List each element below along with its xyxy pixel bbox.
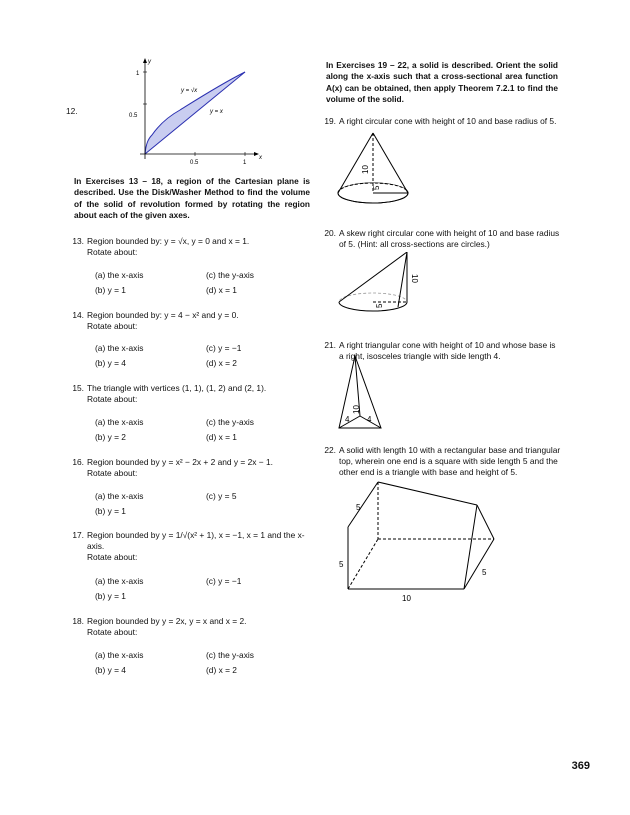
label-bottom: 10 <box>402 594 411 603</box>
label-sqrt-x: y = √x <box>181 88 198 94</box>
problem-text: Region bounded by: y = 4 − x² and y = 0. <box>87 310 239 320</box>
option-c: (c) the y-axis <box>206 417 254 427</box>
tick-x-one: 1 <box>243 160 247 166</box>
label-height: 10 <box>361 165 370 174</box>
label-right: 5 <box>482 568 487 577</box>
option-d: (d) x = 1 <box>206 285 237 295</box>
problem-13 <box>66 236 310 258</box>
problem-text: A solid with length 10 with a rectangular base and triangular top, wherein one end is a square with side length 5 and the other end is a triangle with base and height of 5. <box>339 445 561 477</box>
problem-number: 16. <box>72 457 84 467</box>
problem-text: A skew right circular cone with height of 10 and base radius of 5. (Hint: all cross-sections are circles.) <box>339 228 560 249</box>
option-d: (d) x = 2 <box>206 665 237 675</box>
rotate-label: Rotate about: <box>87 321 138 331</box>
page-number: 369 <box>571 760 590 772</box>
rotate-label: Rotate about: <box>87 247 138 257</box>
tick-y-one: 1 <box>136 71 140 77</box>
problem-18 <box>66 616 310 638</box>
tick-x-half: 0.5 <box>190 160 199 166</box>
option-a: (a) the x-axis <box>95 417 144 427</box>
label-radius: 5 <box>375 303 384 308</box>
label-y-x: y = x <box>210 109 223 115</box>
problem-number: 21. <box>324 340 336 350</box>
problem-text: Region bounded by: y = √x, y = 0 and x = 1. <box>87 236 250 246</box>
problem-20 <box>318 228 562 250</box>
label-radius: 5 <box>372 185 381 190</box>
line-y-equals-x <box>145 72 245 154</box>
rotate-label: Rotate about: <box>87 468 138 478</box>
label-left: 5 <box>339 560 344 569</box>
axis-label-x: x <box>259 155 262 161</box>
problem-19 <box>318 116 562 127</box>
problem-number: 15. <box>72 383 84 393</box>
problem-number: 12. <box>66 106 78 116</box>
rotate-label: Rotate about: <box>87 627 138 637</box>
option-b: (b) y = 1 <box>95 591 126 601</box>
problem-22 <box>318 445 562 478</box>
problem-number: 22. <box>324 445 336 455</box>
label-top: 5 <box>356 503 361 512</box>
problem-14 <box>66 310 310 332</box>
rotate-label: Rotate about: <box>87 394 138 404</box>
tick-y-half: 0.5 <box>129 113 138 119</box>
problem-17 <box>66 530 310 563</box>
option-c: (c) y = 5 <box>206 491 237 501</box>
problem-text: Region bounded by y = 2x, y = x and x = 2. <box>87 616 247 626</box>
axis-label-y: y <box>148 59 151 65</box>
problem-number: 18. <box>72 616 84 626</box>
option-a: (a) the x-axis <box>95 576 144 586</box>
option-a: (a) the x-axis <box>95 491 144 501</box>
option-d: (d) x = 1 <box>206 432 237 442</box>
exercise-12 <box>66 58 266 170</box>
option-b: (b) y = 1 <box>95 285 126 295</box>
problem-16 <box>66 457 310 479</box>
option-c: (c) y = −1 <box>206 343 242 353</box>
problem-15 <box>66 383 310 405</box>
option-a: (a) the x-axis <box>95 270 144 280</box>
option-b: (b) y = 2 <box>95 432 126 442</box>
problem-text: A right circular cone with height of 10 and base radius of 5. <box>339 116 557 126</box>
option-b: (b) y = 1 <box>95 506 126 516</box>
figure-22-wedge-solid <box>334 477 504 607</box>
instructions-13-18: In Exercises 13 – 18, a region of the Cartesian plane is described. Use the Disk/Washer Method to find the volume of the solid of revolution formed by rotating the region about each of the given axes. <box>74 176 310 220</box>
label-side-2: 4 <box>367 415 372 424</box>
option-c: (c) the y-axis <box>206 650 254 660</box>
figure-19-cone <box>334 130 424 212</box>
problem-text: The triangle with vertices (1, 1), (1, 2) and (2, 1). <box>87 383 267 393</box>
instructions-19-22: In Exercises 19 – 22, a solid is described. Orient the solid along the x-axis such that a cross-sectional area function A(x) can be obtained, then apply Theorem 7.2.1 to find the volume of the solid. <box>326 60 558 104</box>
label-side-1: 4 <box>345 415 350 424</box>
problem-number: 19. <box>324 116 336 126</box>
problem-number: 13. <box>72 236 84 246</box>
option-d: (d) x = 2 <box>206 358 237 368</box>
rotate-label: Rotate about: <box>87 552 138 562</box>
problem-text: Region bounded by y = 1/√(x² + 1), x = −1, x = 1 and the x-axis. <box>87 530 305 551</box>
problem-number: 20. <box>324 228 336 238</box>
label-height: 10 <box>352 405 361 414</box>
option-b: (b) y = 4 <box>95 358 126 368</box>
option-c: (c) y = −1 <box>206 576 242 586</box>
problem-text: A right triangular cone with height of 10 and whose base is a right, isosceles triangle with side length 4. <box>339 340 556 361</box>
label-height: 10 <box>410 274 419 283</box>
figure-21-triangular-cone <box>336 352 396 432</box>
problem-number: 14. <box>72 310 84 320</box>
graph-12 <box>66 58 266 170</box>
option-a: (a) the x-axis <box>95 650 144 660</box>
option-a: (a) the x-axis <box>95 343 144 353</box>
option-c: (c) the y-axis <box>206 270 254 280</box>
problem-text: Region bounded by y = x² − 2x + 2 and y = 2x − 1. <box>87 457 274 467</box>
option-b: (b) y = 4 <box>95 665 126 675</box>
figure-20-skew-cone <box>330 252 430 330</box>
problem-number: 17. <box>72 530 84 540</box>
